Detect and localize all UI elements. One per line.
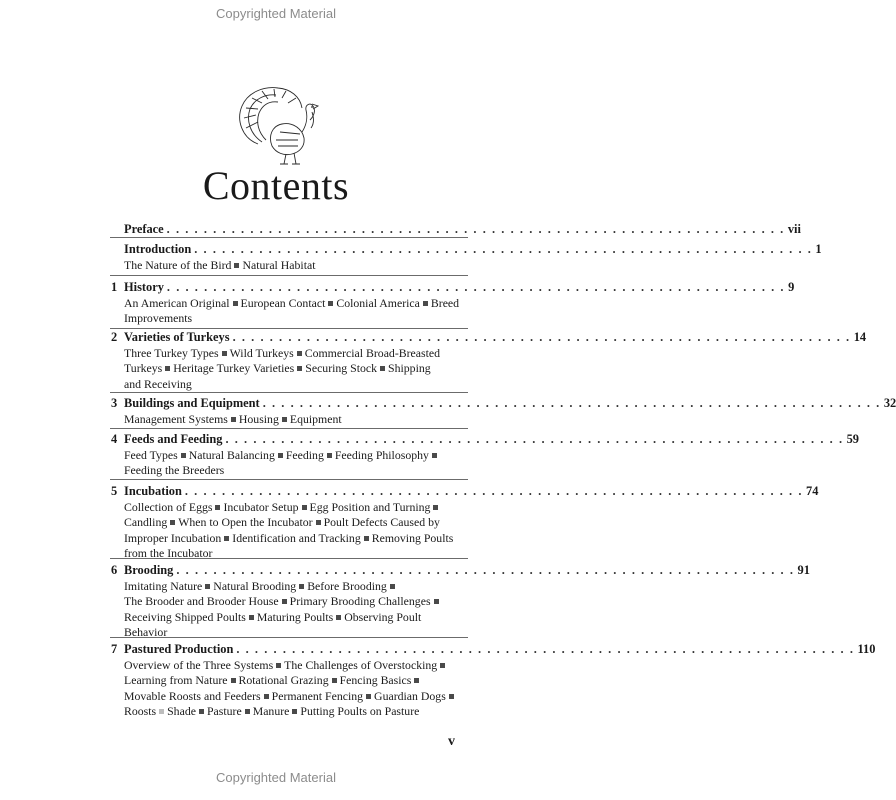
toc-entry-chapter-1[interactable] <box>111 280 795 327</box>
divider <box>110 392 468 393</box>
entry-title: Buildings and Equipment <box>124 396 260 410</box>
topic-list: An American Original European Contact Colonial America Breed Improvements <box>124 295 460 326</box>
dot-leader: . . . . . . . . . . . . . . . . . . . . . . . . . . . . . . . . . . . . . . . . . . . . . . . . . . . . . . . . . . . . . . . . . . . <box>194 242 813 256</box>
page-number: 1 <box>815 242 822 256</box>
toc-entry-introduction[interactable] <box>124 242 822 273</box>
toc-entry-chapter-5[interactable] <box>111 484 819 562</box>
dot-leader: . . . . . . . . . . . . . . . . . . . . . . . . . . . . . . . . . . . . . . . . . . . . . . . . . . . . . . . . . . . . . . . . . . . <box>184 484 803 498</box>
dot-leader: . . . . . . . . . . . . . . . . . . . . . . . . . . . . . . . . . . . . . . . . . . . . . . . . . . . . . . . . . . . . . . . . . . . <box>262 396 881 410</box>
divider <box>110 637 468 638</box>
topic-list: Collection of Eggs Incubator Setup Egg Position and Turning Candling When to Open the Incubator Poult Defects Caused by Improper Incubation Identification and Tracking Removing Poults from the Incubator <box>124 499 454 561</box>
chapter-number: 1 <box>111 280 118 294</box>
dot-leader: . . . . . . . . . . . . . . . . . . . . . . . . . . . . . . . . . . . . . . . . . . . . . . . . . . . . . . . . . . . . . . . . . . . <box>166 280 786 294</box>
topic-list: The Nature of the Bird Natural Habitat <box>124 257 316 272</box>
toc-entry-chapter-7[interactable] <box>111 642 876 720</box>
page-number: 91 <box>797 563 810 577</box>
page-number: 14 <box>853 330 867 344</box>
dot-leader: . . . . . . . . . . . . . . . . . . . . . . . . . . . . . . . . . . . . . . . . . . . . . . . . . . . . . . . . . . . . . . . . . . . <box>236 642 855 656</box>
dot-leader: . . . . . . . . . . . . . . . . . . . . . . . . . . . . . . . . . . . . . . . . . . . . . . . . . . . . . . . . . . . . . . . . . . . <box>176 563 795 577</box>
topic-list: Imitating Nature Natural Brooding Before Brooding The Brooder and Brooder House Primary Brooding Challenges Receiving Shipped Poults Maturing Poults Observing Poult Behavior <box>124 579 464 641</box>
chapter-number: 5 <box>111 484 118 498</box>
page-numeral: v <box>448 734 455 749</box>
topic-list: Overview of the Three Systems The Challenges of Overstocking Learning from Nature Rotational Grazing Fencing Basics Movable Roosts and Feeders Permanent Fencing Guardian Dogs Roosts Shade Pasture Manure Putting Poults on Pasture <box>124 658 464 720</box>
divider <box>110 558 468 559</box>
page-number: vii <box>787 222 801 236</box>
divider <box>110 275 468 276</box>
page-number: 74 <box>806 484 819 498</box>
topic-list: Management Systems Housing Equipment <box>124 411 342 426</box>
entry-title: Pastured Production <box>124 642 234 656</box>
entry-title: History <box>124 280 164 294</box>
chapter-number: 7 <box>111 642 118 656</box>
toc-entry-preface[interactable] <box>124 222 801 238</box>
entry-title: Preface <box>124 222 164 236</box>
entry-title: Feeds and Feeding <box>124 432 223 446</box>
chapter-number: 2 <box>111 330 118 344</box>
turkey-illustration-icon <box>228 82 328 166</box>
divider <box>110 328 468 329</box>
toc-entry-chapter-2[interactable] <box>111 330 867 392</box>
divider <box>110 428 468 429</box>
topic-list: Three Turkey Types Wild Turkeys Commercial Broad-Breasted Turkeys Heritage Turkey Varieties Securing Stock Shipping and Receiving <box>124 345 441 391</box>
chapter-number: 3 <box>111 396 118 410</box>
entry-title: Brooding <box>124 563 174 577</box>
chapter-number: 6 <box>111 563 118 577</box>
chapter-number: 4 <box>111 432 118 446</box>
page-number: 32 <box>883 396 896 410</box>
toc-entry-chapter-4[interactable] <box>111 432 859 479</box>
dot-leader: . . . . . . . . . . . . . . . . . . . . . . . . . . . . . . . . . . . . . . . . . . . . . . . . . . . . . . . . . . . . . . . . . . . <box>232 330 851 344</box>
page-number: 110 <box>857 642 876 656</box>
toc-entry-chapter-3[interactable] <box>111 396 896 427</box>
dot-leader: . . . . . . . . . . . . . . . . . . . . . . . . . . . . . . . . . . . . . . . . . . . . . . . . . . . . . . . . . . . . . . . . . . . <box>225 432 844 446</box>
topic-list: Feed Types Natural Balancing Feeding Feeding Philosophy Feeding the Breeders <box>124 448 464 479</box>
copyright-notice-bottom: Copyrighted Material <box>216 770 336 785</box>
page-number: 59 <box>846 432 859 446</box>
dot-leader: . . . . . . . . . . . . . . . . . . . . . . . . . . . . . . . . . . . . . . . . . . . . . . . . . . . . . . . . . . . . . . . . . . . <box>166 222 785 236</box>
page-title: Contents <box>202 163 350 208</box>
entry-title: Incubation <box>124 484 182 498</box>
entry-title: Varieties of Turkeys <box>124 330 230 344</box>
divider <box>110 237 468 238</box>
toc-entry-chapter-6[interactable] <box>111 563 810 641</box>
page-number: 9 <box>788 280 795 294</box>
copyright-notice-top: Copyrighted Material <box>216 6 336 21</box>
divider <box>110 479 468 480</box>
entry-title: Introduction <box>124 242 192 256</box>
